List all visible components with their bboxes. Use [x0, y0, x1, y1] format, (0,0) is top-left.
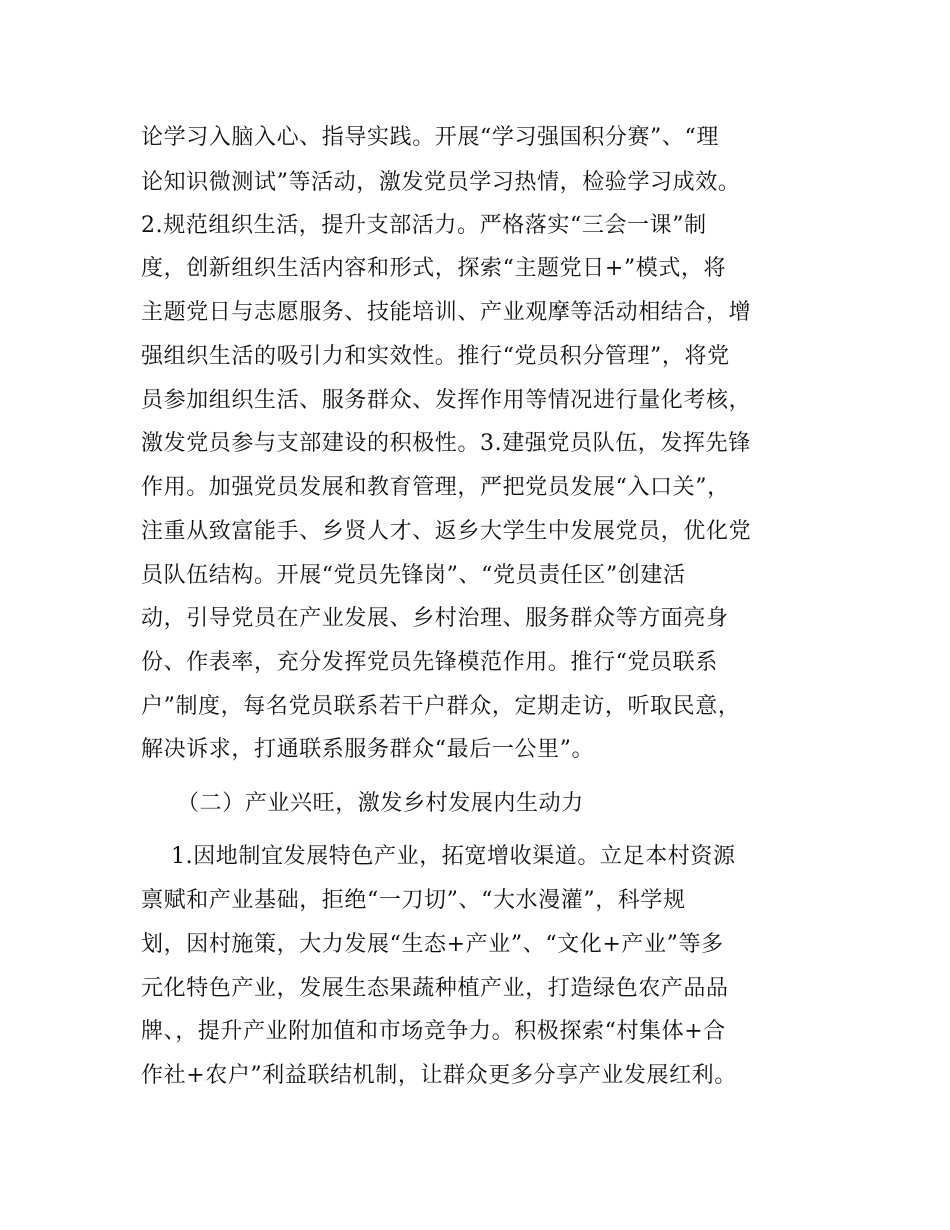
text-line: 主题党日与志愿服务、技能培训、产业观摩等活动相结合，增: [141, 300, 752, 325]
text-line: 强组织生活的吸引力和实效性。推行“党员积分管理”，将党: [141, 344, 730, 369]
text-line: 份、作表率，充分发挥党员先锋模范作用。推行“党员联系: [141, 650, 718, 675]
text-line: 员队伍结构。开展“党员先锋岗”、“党员责任区”创建活: [141, 563, 686, 588]
text-line: 解决诉求，打通联系服务群众“最后一公里”。: [141, 737, 595, 762]
section-heading: （二）产业兴旺，激发乡村发展内生动力: [177, 791, 584, 816]
text-line: 论知识微测试”等活动，激发党员学习热情，检验学习成效。: [141, 170, 741, 195]
text-line: 1.因地制宜发展特色产业，拓宽增收渠道。立足本村资源: [171, 844, 736, 869]
text-line: 度，创新组织生活内容和形式，探索“主题党日+”模式，将: [141, 256, 727, 281]
text-line: 户”制度，每名党员联系若干户群众，定期走访，听取民意，: [141, 694, 741, 719]
document-body: [141, 0, 821, 1230]
text-line: 作用。加强党员发展和教育管理，严把党员发展“入口关”，: [141, 475, 730, 500]
text-line: 元化特色产业，发展生态果蔬种植产业，打造绿色农产品品: [141, 976, 729, 1001]
text-line: 作社+农户”利益联结机制，让群众更多分享产业发展红利。: [141, 1063, 737, 1088]
text-line: 2.规范组织生活，提升支部活力。严格落实“三会一课”制: [141, 213, 707, 238]
text-line: 牌、，提升产业附加值和市场竞争力。积极探索“村集体+合: [141, 1019, 726, 1044]
text-line: 论学习入脑入心、指导实践。开展“学习强国积分赛”、“理: [141, 125, 719, 150]
text-line: 划，因村施策，大力发展“生态+产业”、“文化+产业”等多: [141, 932, 724, 957]
text-line: 激发党员参与支部建设的积极性。3.建强党员队伍，发挥先锋: [141, 431, 751, 456]
text-line: 注重从致富能手、乡贤人才、返乡大学生中发展党员，优化党: [141, 519, 752, 544]
text-line: 动，引导党员在产业发展、乡村治理、服务群众等方面亮身: [141, 606, 729, 631]
text-line: 员参加组织生活、服务群众、发挥作用等情况进行量化考核，: [141, 388, 752, 413]
text-line: 禀赋和产业基础，拒绝“一刀切”、“大水漫灌”，科学规: [141, 888, 686, 913]
